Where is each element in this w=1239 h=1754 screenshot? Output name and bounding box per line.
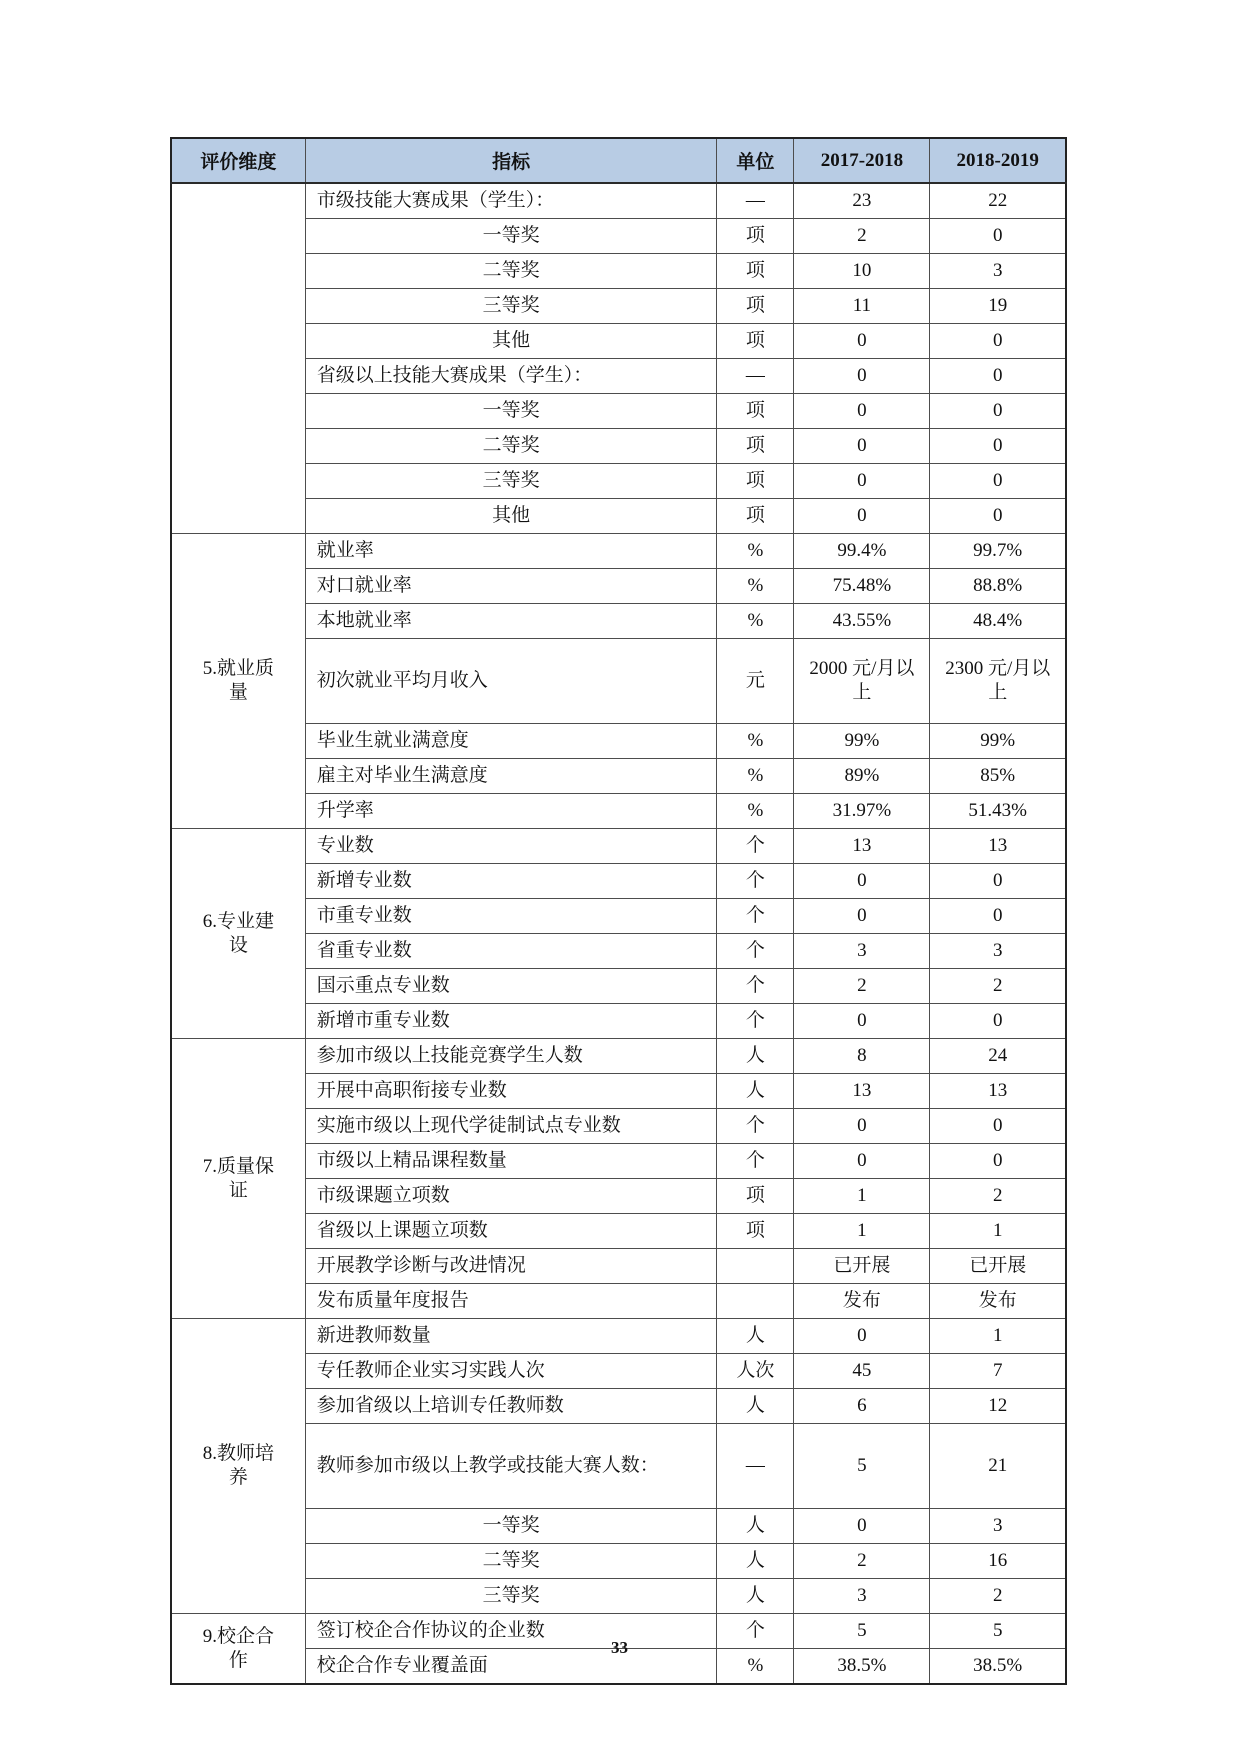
- table-row: [171, 759, 1066, 794]
- table-row: [171, 829, 1066, 864]
- indicator-cell: 省级以上课题立项数: [305, 1214, 717, 1249]
- unit-cell: 人: [717, 1039, 794, 1074]
- unit-cell: 人: [717, 1579, 794, 1614]
- unit-cell: %: [717, 604, 794, 639]
- indicator-cell: 二等奖: [305, 429, 717, 464]
- indicator-cell: 其他: [305, 499, 717, 534]
- unit-cell: 人: [717, 1509, 794, 1544]
- value-2018-2019-cell: 1: [930, 1214, 1066, 1249]
- unit-cell: —: [717, 183, 794, 219]
- value-2017-2018-cell: 3: [794, 1579, 930, 1614]
- dimension-cell: [171, 1319, 305, 1614]
- indicator-cell: 省重专业数: [305, 934, 717, 969]
- unit-cell: 人: [717, 1074, 794, 1109]
- table-row: [171, 794, 1066, 829]
- unit-cell: %: [717, 724, 794, 759]
- column-header-2: 单位: [717, 138, 794, 183]
- unit-cell: 项: [717, 394, 794, 429]
- value-2017-2018-cell: 38.5%: [794, 1649, 930, 1685]
- table-row: [171, 899, 1066, 934]
- dimension-label: 7.质量保证: [202, 1155, 274, 1201]
- indicator-cell: 市级课题立项数: [305, 1179, 717, 1214]
- value-2017-2018-cell: 13: [794, 829, 930, 864]
- dimension-label: 8.教师培养: [202, 1443, 274, 1488]
- value-2018-2019-cell: 13: [930, 1074, 1066, 1109]
- unit-cell: 个: [717, 864, 794, 899]
- unit-cell: —: [717, 1424, 794, 1509]
- indicator-cell: 新增专业数: [305, 864, 717, 899]
- table-row: [171, 289, 1066, 324]
- value-2018-2019-cell: 0: [930, 1109, 1066, 1144]
- unit-cell: 项: [717, 1179, 794, 1214]
- unit-cell: %: [717, 534, 794, 569]
- table-row: [171, 183, 1066, 219]
- value-2018-2019-cell: 2: [930, 1579, 1066, 1614]
- indicator-cell: 其他: [305, 324, 717, 359]
- value-2018-2019-cell: 0: [930, 499, 1066, 534]
- table-row: [171, 1579, 1066, 1614]
- unit-cell: 项: [717, 1214, 794, 1249]
- dimension-label: 5.就业质量: [202, 658, 274, 703]
- indicator-cell: 毕业生就业满意度: [305, 724, 717, 759]
- value-2018-2019-cell: 2: [930, 969, 1066, 1004]
- indicator-cell: 专业数: [305, 829, 717, 864]
- value-2017-2018-cell: 3: [794, 934, 930, 969]
- evaluation-indicators-table: [170, 137, 1067, 1685]
- value-2017-2018-cell: 6: [794, 1389, 930, 1424]
- column-header-3: 2017-2018: [794, 138, 930, 183]
- indicator-cell: 校企合作专业覆盖面: [305, 1649, 717, 1685]
- value-2017-2018-cell: 0: [794, 899, 930, 934]
- unit-cell: 人: [717, 1389, 794, 1424]
- value-2017-2018-cell: 1: [794, 1214, 930, 1249]
- indicator-cell: 一等奖: [305, 394, 717, 429]
- unit-cell: [717, 1284, 794, 1319]
- value-2018-2019-cell: 22: [930, 183, 1066, 219]
- indicator-cell: 二等奖: [305, 1544, 717, 1579]
- table-row: [171, 324, 1066, 359]
- value-2018-2019-cell: 0: [930, 899, 1066, 934]
- unit-cell: %: [717, 794, 794, 829]
- unit-cell: 项: [717, 219, 794, 254]
- dimension-label: 9.校企合作: [202, 1625, 274, 1671]
- value-2018-2019-cell: 0: [930, 219, 1066, 254]
- table-row: [171, 1509, 1066, 1544]
- value-2017-2018-cell: 13: [794, 1074, 930, 1109]
- table-row: [171, 1389, 1066, 1424]
- value-2017-2018-cell: 99%: [794, 724, 930, 759]
- table-row: [171, 1144, 1066, 1179]
- table-row: [171, 1249, 1066, 1284]
- value-2017-2018-cell: 1: [794, 1179, 930, 1214]
- column-header-0: 评价维度: [171, 138, 305, 183]
- indicator-cell: 省级以上技能大赛成果（学生）：: [305, 359, 717, 394]
- dimension-cell: [171, 183, 305, 534]
- value-2018-2019-cell: 0: [930, 394, 1066, 429]
- value-2017-2018-cell: 11: [794, 289, 930, 324]
- value-2018-2019-cell: 19: [930, 289, 1066, 324]
- table-row: [171, 969, 1066, 1004]
- table-row: [171, 394, 1066, 429]
- value-2018-2019-cell: 38.5%: [930, 1649, 1066, 1685]
- unit-cell: 项: [717, 324, 794, 359]
- table-row: [171, 219, 1066, 254]
- value-2017-2018-cell: 8: [794, 1039, 930, 1074]
- value-2018-2019-cell: 3: [930, 254, 1066, 289]
- value-2018-2019-cell: 21: [930, 1424, 1066, 1509]
- dimension-cell: [171, 829, 305, 1039]
- value-2017-2018-cell: 10: [794, 254, 930, 289]
- dimension-cell: [171, 534, 305, 829]
- indicator-cell: 三等奖: [305, 1579, 717, 1614]
- table-row: [171, 1284, 1066, 1319]
- table-row: [171, 464, 1066, 499]
- indicator-cell: 新进教师数量: [305, 1319, 717, 1354]
- value-2018-2019-cell: 3: [930, 934, 1066, 969]
- table-header-row: [171, 138, 1066, 183]
- column-header-1: 指标: [305, 138, 717, 183]
- value-2017-2018-cell: 2000 元/月以上: [794, 639, 930, 724]
- indicator-cell: 发布质量年度报告: [305, 1284, 717, 1319]
- value-2018-2019-cell: 0: [930, 429, 1066, 464]
- value-2018-2019-cell: 0: [930, 359, 1066, 394]
- table-row: [171, 1544, 1066, 1579]
- value-2017-2018-cell: 75.48%: [794, 569, 930, 604]
- indicator-cell: 参加省级以上培训专任教师数: [305, 1389, 717, 1424]
- value-2018-2019-cell: 0: [930, 1144, 1066, 1179]
- indicator-cell: 参加市级以上技能竞赛学生人数: [305, 1039, 717, 1074]
- unit-cell: 个: [717, 1144, 794, 1179]
- value-2018-2019-cell: 88.8%: [930, 569, 1066, 604]
- table-row: [171, 1424, 1066, 1509]
- value-2017-2018-cell: 43.55%: [794, 604, 930, 639]
- value-2018-2019-cell: 2: [930, 1179, 1066, 1214]
- table-row: [171, 1074, 1066, 1109]
- table-row: [171, 499, 1066, 534]
- value-2017-2018-cell: 0: [794, 1109, 930, 1144]
- table-row: [171, 1319, 1066, 1354]
- table-row: [171, 934, 1066, 969]
- unit-cell: 个: [717, 1004, 794, 1039]
- unit-cell: 人: [717, 1319, 794, 1354]
- value-2018-2019-cell: 1: [930, 1319, 1066, 1354]
- dimension-cell: [171, 1039, 305, 1319]
- value-2018-2019-cell: 99%: [930, 724, 1066, 759]
- value-2018-2019-cell: 0: [930, 464, 1066, 499]
- indicator-cell: 国示重点专业数: [305, 969, 717, 1004]
- table-row: [171, 1214, 1066, 1249]
- table-row: [171, 534, 1066, 569]
- unit-cell: %: [717, 759, 794, 794]
- table-row: [171, 254, 1066, 289]
- unit-cell: 个: [717, 1614, 794, 1649]
- value-2017-2018-cell: 2: [794, 1544, 930, 1579]
- unit-cell: 项: [717, 429, 794, 464]
- value-2017-2018-cell: 0: [794, 394, 930, 429]
- unit-cell: [717, 1249, 794, 1284]
- value-2018-2019-cell: 13: [930, 829, 1066, 864]
- unit-cell: 个: [717, 829, 794, 864]
- indicator-cell: 雇主对毕业生满意度: [305, 759, 717, 794]
- table-row: [171, 639, 1066, 724]
- indicator-cell: 初次就业平均月收入: [305, 639, 717, 724]
- value-2017-2018-cell: 0: [794, 1004, 930, 1039]
- unit-cell: 个: [717, 1109, 794, 1144]
- value-2018-2019-cell: 85%: [930, 759, 1066, 794]
- value-2018-2019-cell: 发布: [930, 1284, 1066, 1319]
- value-2017-2018-cell: 已开展: [794, 1249, 930, 1284]
- value-2018-2019-cell: 16: [930, 1544, 1066, 1579]
- table-row: [171, 569, 1066, 604]
- value-2017-2018-cell: 89%: [794, 759, 930, 794]
- table-row: [171, 604, 1066, 639]
- value-2017-2018-cell: 45: [794, 1354, 930, 1389]
- indicator-cell: 实施市级以上现代学徒制试点专业数: [305, 1109, 717, 1144]
- unit-cell: 个: [717, 934, 794, 969]
- table-row: [171, 1109, 1066, 1144]
- value-2018-2019-cell: 2300 元/月以上: [930, 639, 1066, 724]
- value-2018-2019-cell: 0: [930, 1004, 1066, 1039]
- table-row: [171, 1354, 1066, 1389]
- indicator-cell: 对口就业率: [305, 569, 717, 604]
- value-2018-2019-cell: 48.4%: [930, 604, 1066, 639]
- value-2017-2018-cell: 0: [794, 464, 930, 499]
- value-2017-2018-cell: 5: [794, 1424, 930, 1509]
- indicator-cell: 市级技能大赛成果（学生）：: [305, 183, 717, 219]
- indicator-cell: 签订校企合作协议的企业数: [305, 1614, 717, 1649]
- value-2018-2019-cell: 51.43%: [930, 794, 1066, 829]
- table-row: [171, 359, 1066, 394]
- value-2017-2018-cell: 5: [794, 1614, 930, 1649]
- indicator-cell: 开展中高职衔接专业数: [305, 1074, 717, 1109]
- dimension-label: 6.专业建设: [202, 910, 274, 956]
- unit-cell: 人: [717, 1544, 794, 1579]
- value-2017-2018-cell: 0: [794, 864, 930, 899]
- value-2017-2018-cell: 0: [794, 1144, 930, 1179]
- value-2017-2018-cell: 31.97%: [794, 794, 930, 829]
- value-2017-2018-cell: 0: [794, 429, 930, 464]
- value-2017-2018-cell: 发布: [794, 1284, 930, 1319]
- value-2018-2019-cell: 24: [930, 1039, 1066, 1074]
- table-header: [171, 138, 1066, 183]
- value-2018-2019-cell: 已开展: [930, 1249, 1066, 1284]
- value-2017-2018-cell: 0: [794, 1509, 930, 1544]
- unit-cell: 人次: [717, 1354, 794, 1389]
- unit-cell: 元: [717, 639, 794, 724]
- indicator-cell: 市重专业数: [305, 899, 717, 934]
- value-2017-2018-cell: 23: [794, 183, 930, 219]
- indicator-cell: 本地就业率: [305, 604, 717, 639]
- column-header-4: 2018-2019: [930, 138, 1066, 183]
- indicator-cell: 开展教学诊断与改进情况: [305, 1249, 717, 1284]
- table-row: [171, 1004, 1066, 1039]
- value-2017-2018-cell: 99.4%: [794, 534, 930, 569]
- indicator-cell: 三等奖: [305, 289, 717, 324]
- unit-cell: 个: [717, 969, 794, 1004]
- value-2017-2018-cell: 0: [794, 1319, 930, 1354]
- indicator-cell: 三等奖: [305, 464, 717, 499]
- unit-cell: %: [717, 1649, 794, 1685]
- unit-cell: 项: [717, 464, 794, 499]
- value-2018-2019-cell: 5: [930, 1614, 1066, 1649]
- value-2018-2019-cell: 7: [930, 1354, 1066, 1389]
- value-2018-2019-cell: 0: [930, 324, 1066, 359]
- unit-cell: 个: [717, 899, 794, 934]
- value-2017-2018-cell: 0: [794, 324, 930, 359]
- indicator-cell: 就业率: [305, 534, 717, 569]
- table-row: [171, 1039, 1066, 1074]
- value-2017-2018-cell: 2: [794, 969, 930, 1004]
- value-2018-2019-cell: 0: [930, 864, 1066, 899]
- unit-cell: %: [717, 569, 794, 604]
- table-row: [171, 429, 1066, 464]
- value-2018-2019-cell: 99.7%: [930, 534, 1066, 569]
- value-2018-2019-cell: 12: [930, 1389, 1066, 1424]
- value-2017-2018-cell: 2: [794, 219, 930, 254]
- indicator-cell: 一等奖: [305, 219, 717, 254]
- unit-cell: 项: [717, 289, 794, 324]
- page-number: 33: [611, 1638, 628, 1657]
- indicator-cell: 一等奖: [305, 1509, 717, 1544]
- unit-cell: —: [717, 359, 794, 394]
- unit-cell: 项: [717, 254, 794, 289]
- indicator-cell: 升学率: [305, 794, 717, 829]
- indicator-cell: 市级以上精品课程数量: [305, 1144, 717, 1179]
- table-body: [171, 183, 1066, 1684]
- table-row: [171, 1179, 1066, 1214]
- indicator-cell: 新增市重专业数: [305, 1004, 717, 1039]
- unit-cell: 项: [717, 499, 794, 534]
- value-2018-2019-cell: 3: [930, 1509, 1066, 1544]
- table-row: [171, 864, 1066, 899]
- table-row: [171, 724, 1066, 759]
- indicator-cell: 二等奖: [305, 254, 717, 289]
- value-2017-2018-cell: 0: [794, 359, 930, 394]
- indicator-cell: 教师参加市级以上教学或技能大赛人数：: [305, 1424, 717, 1509]
- value-2017-2018-cell: 0: [794, 499, 930, 534]
- indicator-cell: 专任教师企业实习实践人次: [305, 1354, 717, 1389]
